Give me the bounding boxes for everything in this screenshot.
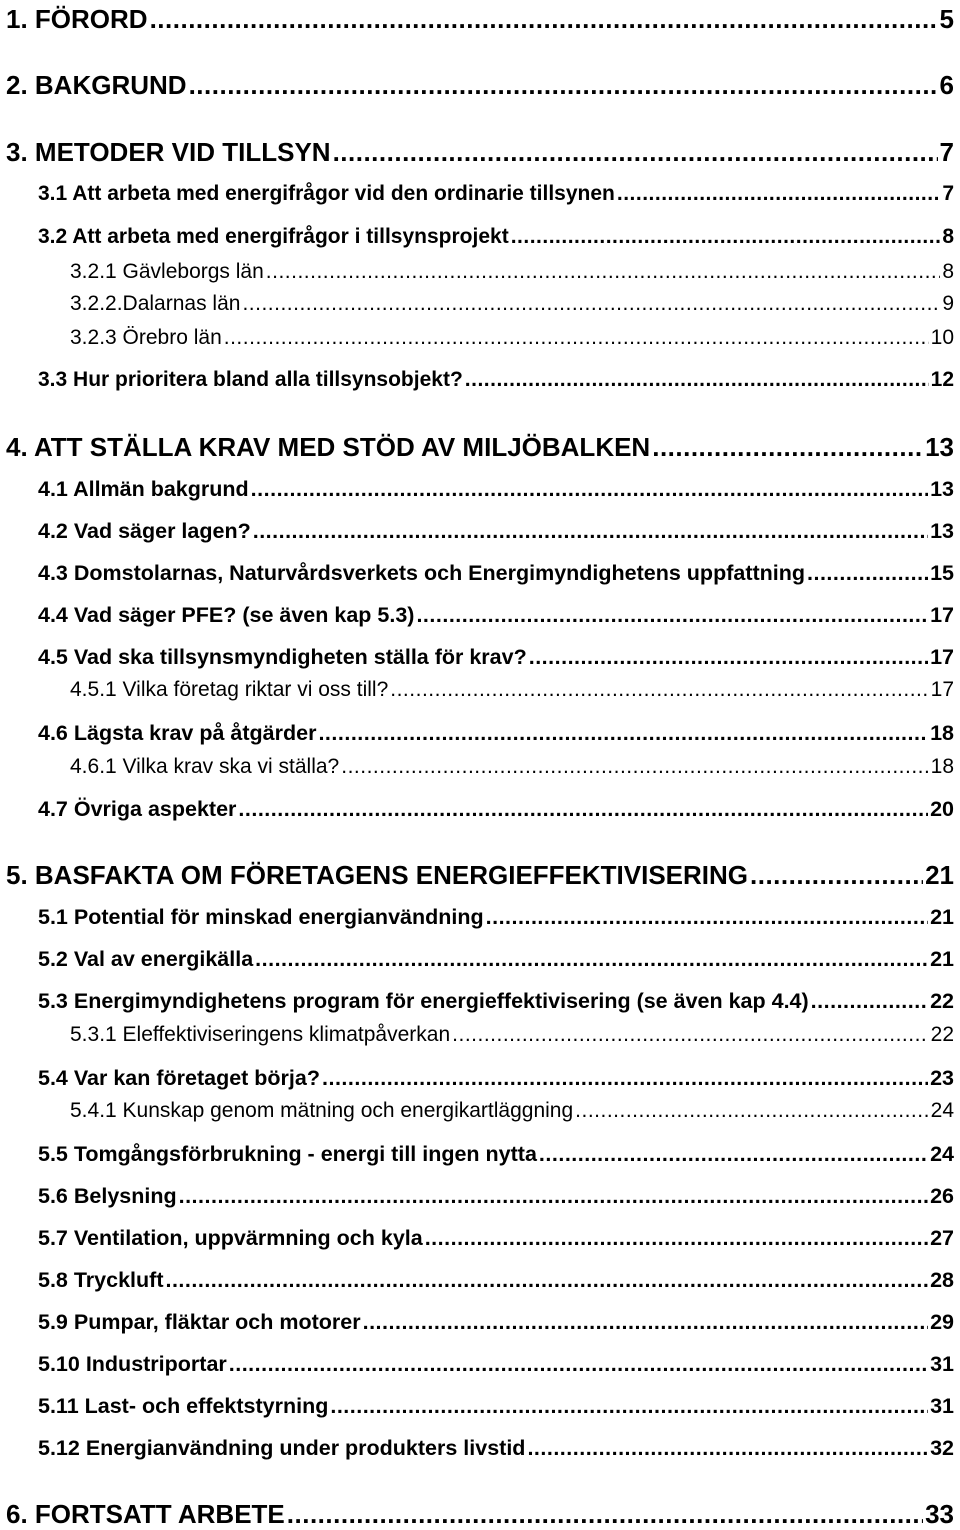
toc-entry[interactable] bbox=[6, 860, 954, 891]
toc-entry-title: 4.3 Domstolarnas, Naturvårdsverkets och Energimyndighetens uppfattning bbox=[38, 561, 806, 585]
toc-entry-page: 22 bbox=[930, 989, 954, 1013]
toc-entry-title: 3. METODER VID TILLSYN bbox=[6, 137, 331, 167]
toc-entry-title: 5.7 Ventilation, uppvärmning och kyla bbox=[38, 1226, 423, 1250]
toc-entry[interactable] bbox=[70, 755, 954, 779]
dot-leader bbox=[318, 721, 928, 746]
toc-entry-page: 31 bbox=[930, 1394, 954, 1418]
toc-entry[interactable] bbox=[38, 645, 954, 670]
toc-entry[interactable] bbox=[38, 721, 954, 746]
toc-entry-page: 13 bbox=[930, 519, 954, 543]
toc-entry-page: 27 bbox=[930, 1226, 954, 1250]
dot-leader bbox=[465, 368, 929, 392]
toc-entry[interactable] bbox=[38, 182, 954, 206]
dot-leader bbox=[539, 1142, 928, 1167]
dot-leader bbox=[425, 1226, 928, 1251]
toc-entry[interactable] bbox=[6, 137, 954, 168]
toc-entry-page: 8 bbox=[942, 225, 954, 248]
toc-entry[interactable] bbox=[38, 1268, 954, 1293]
toc-entry[interactable] bbox=[38, 1226, 954, 1251]
toc-entry[interactable] bbox=[38, 1394, 954, 1419]
toc-entry-page: 22 bbox=[930, 1023, 954, 1046]
toc-entry-title: 6. FORTSATT ARBETE bbox=[6, 1499, 285, 1529]
toc-entry[interactable] bbox=[38, 947, 954, 972]
toc-entry-page: 12 bbox=[930, 368, 954, 391]
toc-entry-title: 4.2 Vad säger lagen? bbox=[38, 519, 251, 543]
dot-leader bbox=[150, 4, 938, 35]
dot-leader bbox=[238, 797, 928, 822]
toc-entry[interactable] bbox=[38, 477, 954, 502]
toc-entry[interactable] bbox=[38, 561, 954, 586]
dot-leader bbox=[341, 755, 928, 779]
dot-leader bbox=[287, 1499, 923, 1530]
dot-leader bbox=[330, 1394, 928, 1419]
toc-entry-title: 4.5 Vad ska tillsynsmyndigheten ställa för krav? bbox=[38, 645, 527, 669]
toc-entry-page: 21 bbox=[930, 905, 954, 929]
dot-leader bbox=[322, 1066, 928, 1091]
toc-entry-title: 5.5 Tomgångsförbrukning - energi till ingen nytta bbox=[38, 1142, 537, 1166]
toc-entry-title: 5.3.1 Eleffektiviseringens klimatpåverkan bbox=[70, 1023, 451, 1046]
toc-entry[interactable] bbox=[38, 1184, 954, 1209]
dot-leader bbox=[165, 1268, 928, 1293]
toc-entry-title: 5.10 Industriportar bbox=[38, 1352, 227, 1376]
dot-leader bbox=[229, 1352, 928, 1377]
dot-leader bbox=[242, 292, 940, 316]
toc-entry[interactable] bbox=[6, 1499, 954, 1530]
toc-entry-title: 2. BAKGRUND bbox=[6, 70, 187, 100]
toc-entry[interactable] bbox=[38, 1436, 954, 1461]
dot-leader bbox=[253, 519, 928, 544]
toc-entry-title: 3.1 Att arbeta med energifrågor vid den ordinarie tillsynen bbox=[38, 182, 615, 205]
toc-entry[interactable] bbox=[6, 432, 954, 463]
dot-leader bbox=[189, 70, 938, 101]
toc-entry-page: 21 bbox=[930, 947, 954, 971]
toc-entry-title: 4.1 Allmän bakgrund bbox=[38, 477, 249, 501]
toc-entry-page: 24 bbox=[930, 1142, 954, 1166]
toc-entry-title: 4.7 Övriga aspekter bbox=[38, 797, 237, 821]
toc-entry-title: 4. ATT STÄLLA KRAV MED STÖD AV MILJÖBALKEN bbox=[6, 432, 651, 462]
dot-leader bbox=[251, 477, 928, 502]
dot-leader bbox=[807, 561, 928, 586]
dot-leader bbox=[224, 326, 929, 350]
toc-entry-title: 1. FÖRORD bbox=[6, 4, 148, 34]
toc-entry-title: 5.12 Energianvändning under produkters livstid bbox=[38, 1436, 526, 1460]
toc-entry-page: 32 bbox=[930, 1436, 954, 1460]
toc-entry-page: 13 bbox=[930, 477, 954, 501]
toc-entry-title: 5.8 Tryckluft bbox=[38, 1268, 164, 1292]
toc-entry-page: 28 bbox=[930, 1268, 954, 1292]
dot-leader bbox=[486, 905, 928, 930]
dot-leader bbox=[416, 603, 928, 628]
dot-leader bbox=[266, 260, 941, 284]
toc-entry[interactable] bbox=[38, 368, 954, 392]
toc-entry[interactable] bbox=[38, 1310, 954, 1335]
toc-entry-title: 5.4 Var kan företaget börja? bbox=[38, 1066, 320, 1090]
toc-entry[interactable] bbox=[70, 1023, 954, 1047]
toc-entry-page: 24 bbox=[930, 1099, 954, 1122]
toc-entry-page: 21 bbox=[925, 860, 954, 890]
toc-entry-page: 26 bbox=[930, 1184, 954, 1208]
toc-entry[interactable] bbox=[70, 260, 954, 284]
dot-leader bbox=[527, 1436, 928, 1461]
dot-leader bbox=[511, 225, 941, 249]
toc-entry-title: 3.2.2.Dalarnas län bbox=[70, 292, 241, 315]
toc-entry-page: 13 bbox=[925, 432, 954, 462]
toc-entry-title: 3.2.3 Örebro län bbox=[70, 326, 222, 349]
toc-entry[interactable] bbox=[70, 292, 954, 316]
toc-entry[interactable] bbox=[38, 1066, 954, 1091]
toc-entry[interactable] bbox=[38, 989, 954, 1014]
dot-leader bbox=[390, 678, 928, 702]
toc-entry-page: 17 bbox=[930, 645, 954, 669]
toc-entry-title: 4.6.1 Vilka krav ska vi ställa? bbox=[70, 755, 340, 778]
toc-entry-title: 5.3 Energimyndighetens program för energieffektivisering (se även kap 4.4) bbox=[38, 989, 809, 1013]
dot-leader bbox=[575, 1099, 928, 1123]
dot-leader bbox=[750, 860, 923, 891]
toc-entry[interactable] bbox=[70, 326, 954, 350]
dot-leader bbox=[652, 432, 923, 463]
toc-entry[interactable] bbox=[38, 905, 954, 930]
toc-entry-page: 31 bbox=[930, 1352, 954, 1376]
toc-entry-page: 18 bbox=[930, 755, 954, 778]
toc-entry[interactable] bbox=[6, 70, 954, 101]
toc-entry[interactable] bbox=[38, 797, 954, 822]
toc-entry-title: 4.4 Vad säger PFE? (se även kap 5.3) bbox=[38, 603, 415, 627]
dot-leader bbox=[333, 137, 938, 168]
toc-entry-page: 29 bbox=[930, 1310, 954, 1334]
toc-entry-page: 7 bbox=[939, 137, 954, 167]
toc-entry-title: 4.5.1 Vilka företag riktar vi oss till? bbox=[70, 678, 389, 701]
toc-entry-page: 7 bbox=[942, 182, 954, 205]
toc-entry-title: 5.2 Val av energikälla bbox=[38, 947, 254, 971]
toc-entry-title: 4.6 Lägsta krav på åtgärder bbox=[38, 721, 317, 745]
toc-entry-page: 17 bbox=[930, 678, 954, 701]
dot-leader bbox=[363, 1310, 928, 1335]
toc-entry-page: 20 bbox=[930, 797, 954, 821]
toc-entry-page: 18 bbox=[930, 721, 954, 745]
dot-leader bbox=[811, 989, 928, 1014]
toc-entry[interactable] bbox=[38, 603, 954, 628]
toc-entry[interactable] bbox=[38, 1352, 954, 1377]
toc-entry[interactable] bbox=[38, 519, 954, 544]
toc-entry-title: 5.9 Pumpar, fläktar och motorer bbox=[38, 1310, 361, 1334]
dot-leader bbox=[179, 1184, 928, 1209]
dot-leader bbox=[255, 947, 928, 972]
toc-entry-page: 23 bbox=[930, 1066, 954, 1090]
toc-entry[interactable] bbox=[70, 1099, 954, 1123]
toc-entry-page: 6 bbox=[939, 70, 954, 100]
dot-leader bbox=[452, 1023, 928, 1047]
toc-entry-page: 9 bbox=[942, 292, 954, 315]
dot-leader bbox=[529, 645, 928, 670]
toc-entry-title: 5.4.1 Kunskap genom mätning och energikartläggning bbox=[70, 1099, 574, 1122]
toc-entry-title: 5.1 Potential för minskad energianvändning bbox=[38, 905, 484, 929]
toc-entry[interactable] bbox=[38, 225, 954, 249]
toc-entry-title: 5.6 Belysning bbox=[38, 1184, 177, 1208]
toc-entry-page: 10 bbox=[930, 326, 954, 349]
toc-entry[interactable] bbox=[6, 4, 954, 35]
toc-entry-page: 15 bbox=[930, 561, 954, 585]
toc-entry-title: 3.2 Att arbeta med energifrågor i tillsynsprojekt bbox=[38, 225, 509, 248]
toc-entry-title: 3.2.1 Gävleborgs län bbox=[70, 260, 264, 283]
dot-leader bbox=[617, 182, 940, 206]
toc-entry-page: 33 bbox=[925, 1499, 954, 1529]
toc-entry-title: 3.3 Hur prioritera bland alla tillsynsobjekt? bbox=[38, 368, 463, 391]
toc-entry-page: 8 bbox=[942, 260, 954, 283]
toc-entry[interactable] bbox=[70, 678, 954, 702]
toc-entry-title: 5. BASFAKTA OM FÖRETAGENS ENERGIEFFEKTIVISERING bbox=[6, 860, 749, 890]
toc-entry-page: 17 bbox=[930, 603, 954, 627]
toc-entry-title: 5.11 Last- och effektstyrning bbox=[38, 1394, 329, 1418]
toc-entry-page: 5 bbox=[939, 4, 954, 34]
toc-entry[interactable] bbox=[38, 1142, 954, 1167]
